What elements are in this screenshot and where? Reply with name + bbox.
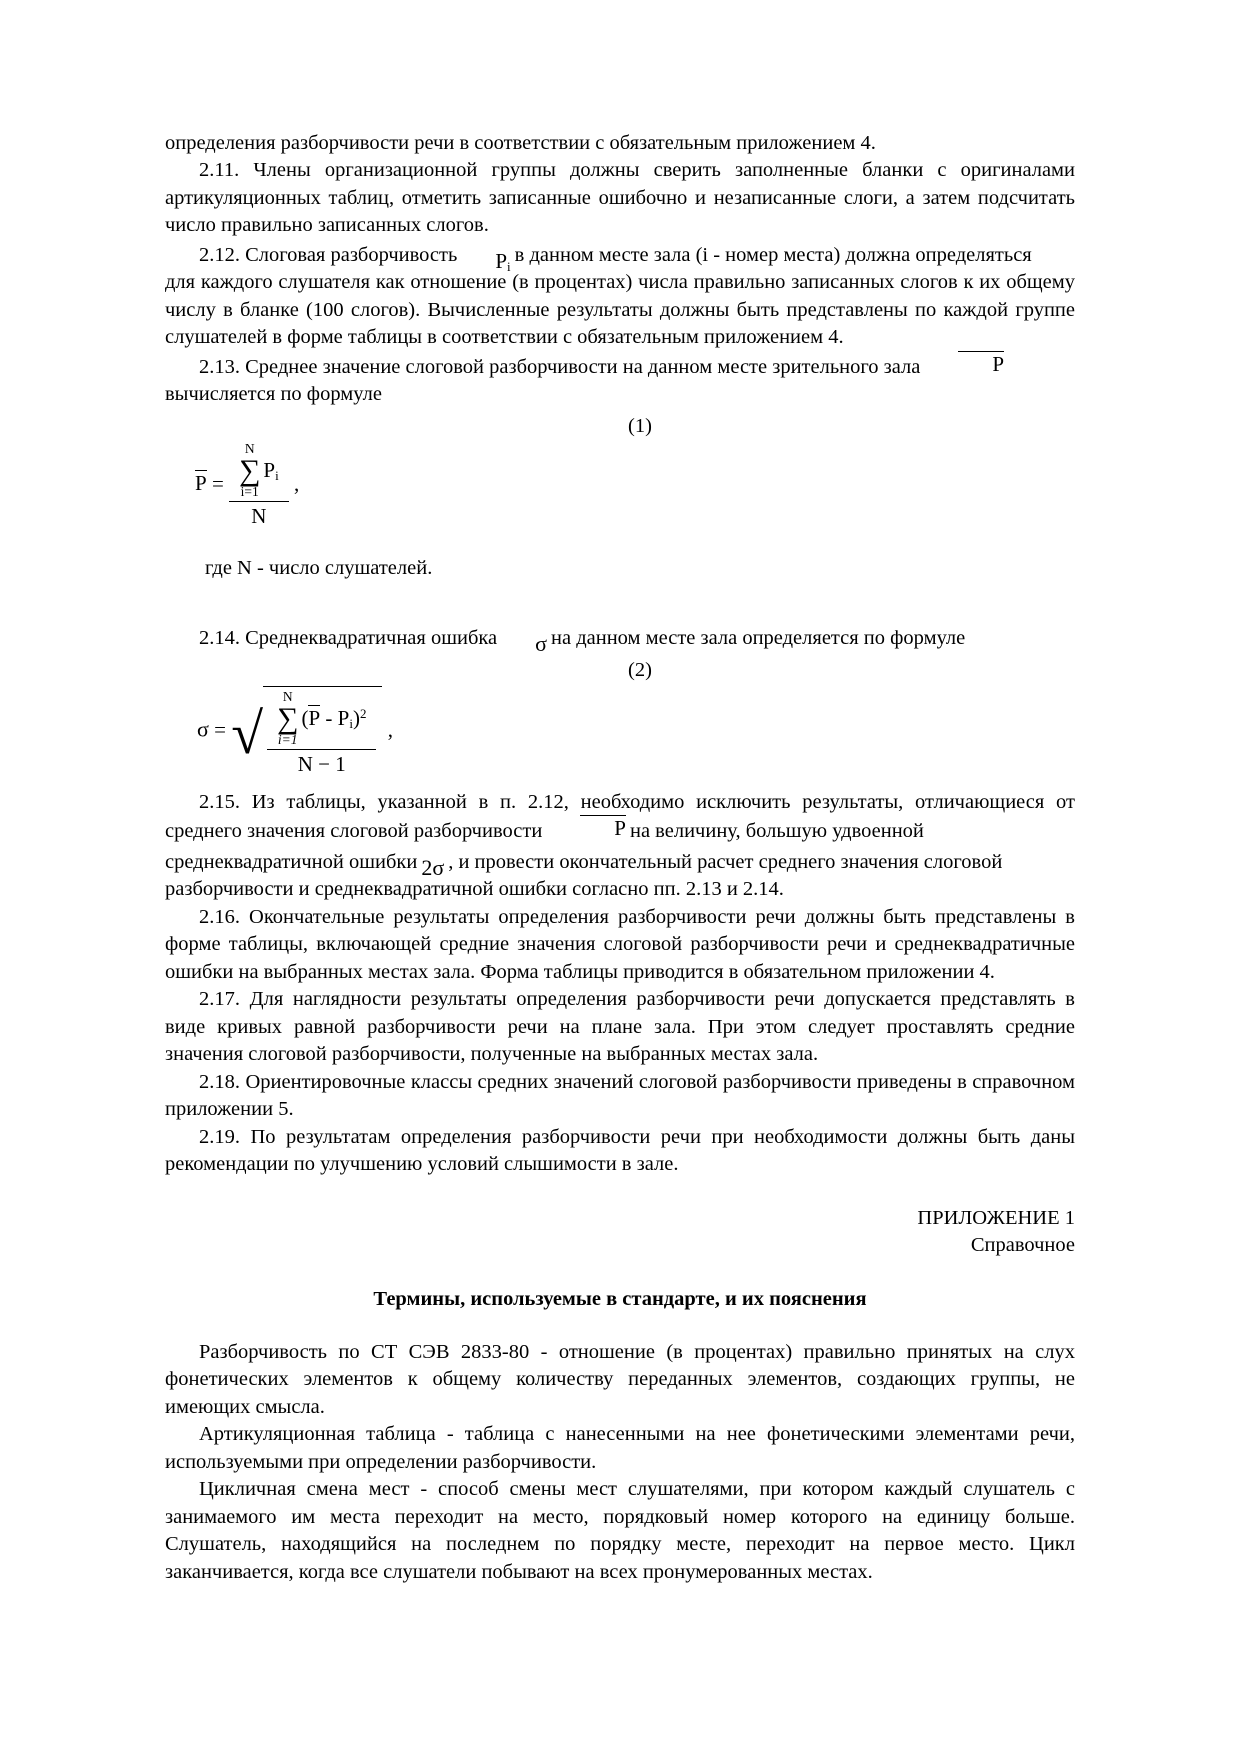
paragraph-2-14: [165, 622, 1075, 657]
paragraph-2-17: 2.17. Для наглядности результаты определения разборчивости речи допускается представлять в виде кривых равной разборчивости речи на плане зала. При этом следует проставлять средние значения слоговой разборчивости, полученные на выбранных местах зала.: [165, 988, 1075, 1066]
formula-1-numerator: [229, 442, 289, 502]
formula-1-comma: ,: [293, 471, 300, 496]
symbol-sigma: σ: [535, 631, 548, 657]
paragraph-2-15-part-a: 2.15. Из таблицы, указанной в п. 2.12, необходимо исключить результаты, отличающиеся от среднего значения слоговой разборчивости: [165, 791, 1075, 843]
appendix-heading: Термины, используемые в стандарте, и их пояснения: [373, 1287, 867, 1310]
paragraph-2-16: 2.16. Окончательные результаты определения разборчивости речи должны быть представлены в форме таблицы, включающей средние значения слоговой разборчивости речи и среднеквадратичные ошибки на выбранных местах зала. Форма таблицы приводится в обязательном приложении 4.: [165, 905, 1075, 983]
appendix-title: ПРИЛОЖЕНИЕ 1: [917, 1206, 1075, 1229]
paragraph-2-15-part-d: , и провести окончательный расчет среднего значения слоговой: [448, 850, 1003, 873]
symbol-p-bar: P: [920, 350, 1008, 378]
formula-2-fraction: [267, 690, 376, 777]
symbol-p-i: $P_i$: [495, 248, 511, 274]
paragraph-2-13-part-a: 2.13. Среднее значение слоговой разборчивости на данном месте зрительного зала: [199, 355, 921, 378]
paragraph-2-14-part-a: 2.14. Среднеквадратичная ошибка: [199, 627, 498, 650]
symbol-p-bar: P: [542, 814, 630, 842]
paragraph-2-14-part-b: на данном месте зала определяется по формуле: [551, 627, 966, 650]
term-definition: Артикуляционная таблица - таблица с нанесенными на нее фонетическими элементами речи, используемыми при определении разборчивости.: [165, 1423, 1075, 1473]
summation-symbol: N ∑ i=1: [239, 440, 261, 500]
paragraph-intro: определения разборчивости речи в соответствии с обязательным приложением 4.: [165, 132, 876, 154]
appendix-type: Справочное: [970, 1234, 1075, 1257]
paragraph-2-12-part-a: 2.12. Слоговая разборчивость: [199, 243, 458, 266]
symbol-two-sigma: 2σ: [421, 854, 445, 880]
paragraph-2-11: 2.11. Члены организационной группы должны сверить заполненные бланки с оригиналами артикуляционных таблиц, отметить записанные ошибочно и незаписанные слоги, а затем подсчитать число правильно записанных слогов.: [165, 159, 1075, 237]
formula-number-1: (1): [628, 414, 652, 437]
paragraph-2-15-part-c: среднеквадратичной ошибки: [165, 850, 418, 873]
formula-2-equals: =: [214, 717, 226, 742]
paragraph-2-12-cont: для каждого слушателя как отношение (в процентах) числа правильно записанных слогов к их общему числу в бланке (100 слогов). Вычисленные результаты должны быть представлены по каждой группе слушателей в форме таблицы в соответствии с обязательным приложением 4.: [165, 271, 1075, 349]
formula-2-radical: [231, 686, 382, 777]
formula-2-denominator: N − 1: [297, 752, 346, 776]
paragraph-2-18: 2.18. Ориентировочные классы средних значений слоговой разборчивости приведены в справочном приложении 5.: [165, 1070, 1075, 1121]
formula-2-sum-body: $(P - P_i)^2$: [301, 706, 367, 732]
formula-2-comma: ,: [387, 717, 393, 742]
paragraph-where-n: где N - число слушателей.: [205, 556, 433, 579]
formula-1-sum-body: $P_i$: [263, 457, 279, 483]
radical-sign-icon: √: [231, 700, 264, 766]
summation-symbol: N ∑ i=1: [277, 688, 299, 748]
term-definition: Цикличная смена мест - способ смены мест слушателями, при котором каждый слушатель с занимаемого им места переходит на место, порядковый номер которого на единицу больше. Слушатель, находящийся на последнем по порядку месте, переходит на первое место. Цикл заканчивается, когда все слушатели побывают на всех пронумерованных местах.: [165, 1478, 1075, 1583]
formula-2-radicand: [263, 686, 382, 777]
term-definition: Разборчивость по СТ СЭВ 2833-80 - отношение (в процентах) правильно принятых на слух фонетических элементов к общему количеству переданных элементов, создающих группы, не имеющих смысла.: [165, 1340, 1075, 1418]
formula-1-equals: =: [211, 471, 224, 496]
formula-1-lhs: P: [195, 471, 207, 496]
formula-1: [165, 442, 1075, 529]
paragraph-2-19: 2.19. По результатам определения разборчивости речи при необходимости должны быть даны рекомендации по улучшению условий слышимости в зале.: [165, 1125, 1075, 1176]
appendix-title-block: [165, 1205, 1075, 1260]
paragraph-2-15-part-b: на величину, большую удвоенной: [629, 820, 924, 843]
formula-2-numerator: [267, 690, 376, 750]
paragraph-2-13-cont: вычисляется по формуле: [165, 383, 382, 406]
paragraph-2-15: [165, 789, 1075, 846]
formula-number-2: (2): [628, 658, 652, 681]
formula-2-lhs: σ: [197, 716, 209, 742]
paragraph-2-15-end: разборчивости и среднеквадратичной ошибки согласно пп. 2.13 и 2.14.: [165, 878, 784, 901]
paragraph-2-12-part-b: в данном месте зала (i - номер места) должна определяться: [514, 243, 1032, 266]
paragraph-2-13: [165, 352, 1075, 381]
formula-2: [165, 686, 1075, 777]
paragraph-2-15-cont: [165, 846, 1075, 880]
paragraph-2-12: [165, 240, 1075, 274]
formula-1-fraction: [229, 442, 289, 529]
formula-1-denominator: N: [251, 503, 267, 528]
